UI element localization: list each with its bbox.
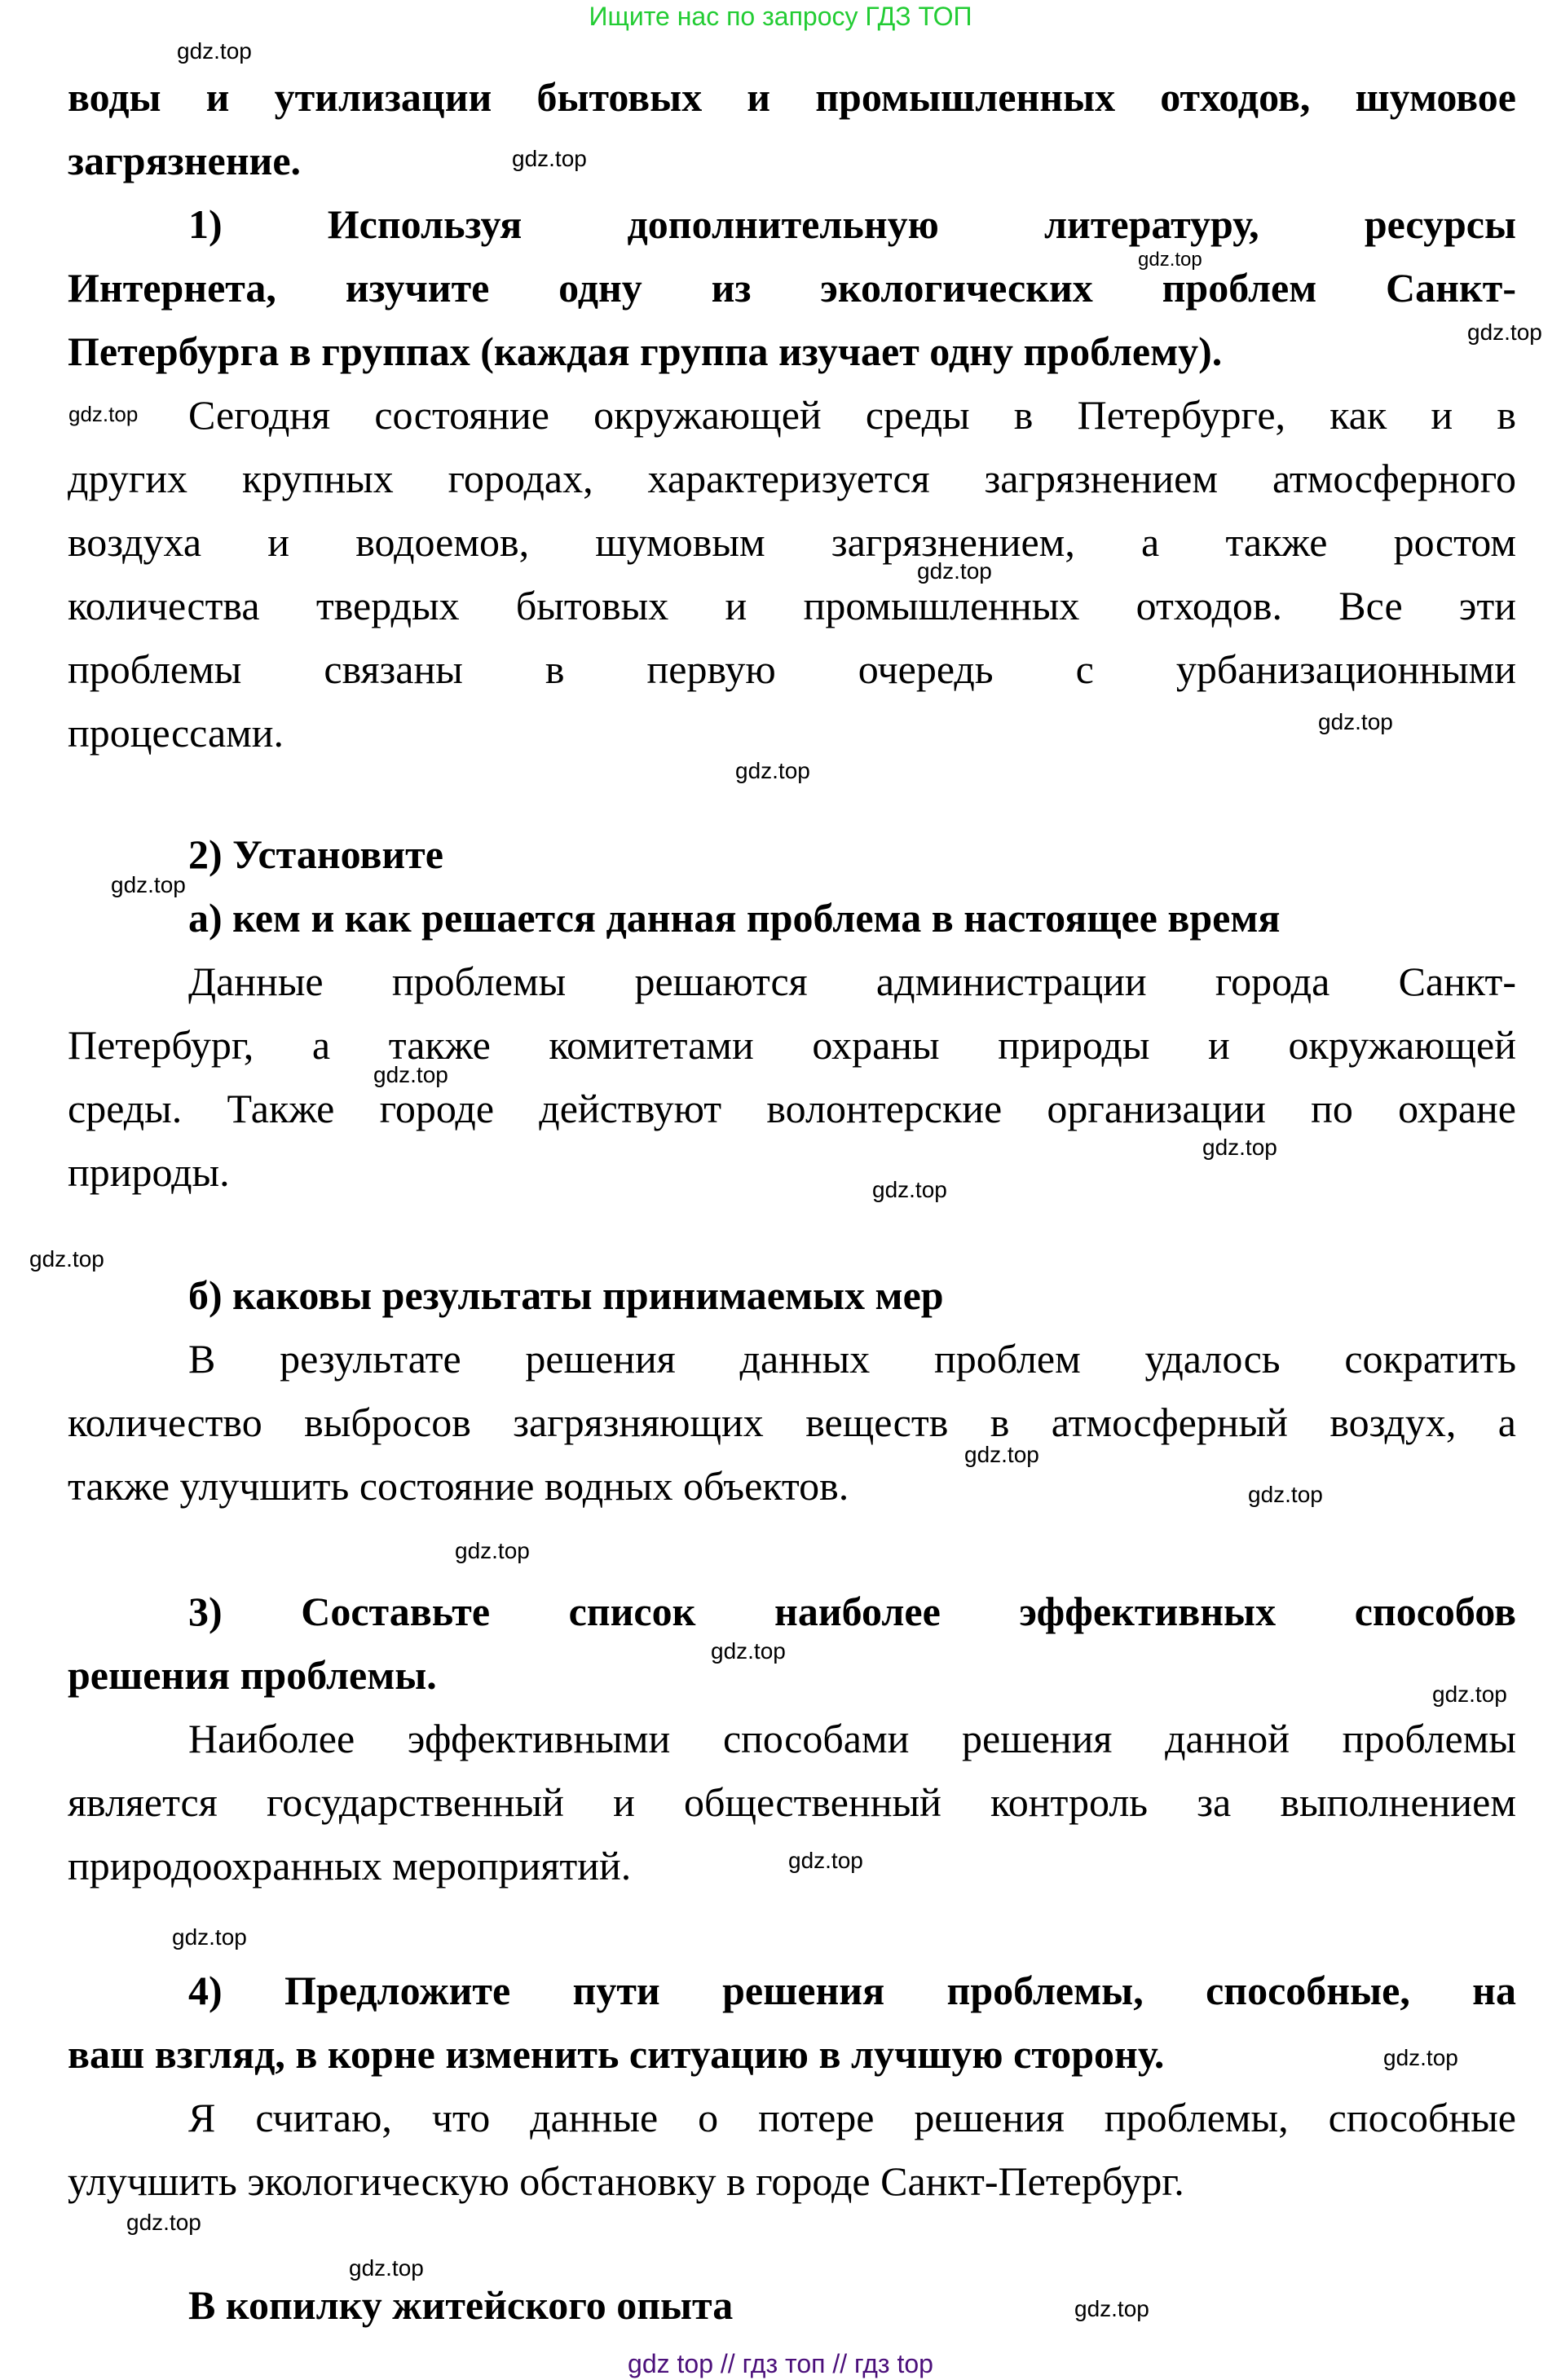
task-1-heading: 1) Используя дополнительную литературу, ресурсы	[188, 201, 1516, 247]
answer-3-text: Наиболее эффективными способами решения данной проблемы	[188, 1716, 1516, 1761]
watermark: gdz.top	[1467, 320, 1542, 345]
watermark: gdz.top	[964, 1442, 1039, 1467]
answer-2a-text: среды. Также городе действуют волонтерские организации по охране	[68, 1086, 1516, 1131]
task-3-heading: решения проблемы.	[68, 1652, 437, 1698]
answer-1-text: проблемы связаны в первую очередь с урбанизационными	[68, 646, 1516, 692]
watermark: gdz.top	[1074, 2296, 1149, 2321]
watermark: gdz.top	[68, 402, 139, 426]
answer-1-text: других крупных городах, характеризуется загрязнением атмосферного	[68, 456, 1516, 501]
watermark: gdz.top	[373, 1062, 448, 1087]
search-banner: Ищите нас по запросу ГДЗ ТОП	[589, 2, 972, 31]
answer-3-text: природоохранных мероприятий.	[68, 1843, 632, 1889]
task-4-heading: ваш взгляд, в корне изменить ситуацию в лучшую сторону.	[68, 2031, 1165, 2077]
footer-links: gdz top // гдз топ // гдз top	[628, 2349, 933, 2378]
watermark: gdz.top	[711, 1638, 786, 1664]
answer-2b-text: количество выбросов загрязняющих веществ в атмосферный воздух, а	[68, 1399, 1516, 1445]
answer-3-text: является государственный и общественный контроль за выполнением	[68, 1779, 1516, 1825]
watermark: gdz.top	[735, 758, 810, 783]
watermark: gdz.top	[455, 1538, 530, 1563]
watermark: gdz.top	[1248, 1482, 1323, 1507]
task-1-heading: Петербурга в группах (каждая группа изучает одну проблему).	[68, 328, 1223, 374]
watermark: gdz.top	[177, 38, 252, 64]
task-2-heading: 2) Установите	[188, 831, 443, 877]
watermark: gdz.top	[512, 146, 587, 171]
answer-2b-text: также улучшить состояние водных объектов.	[68, 1463, 849, 1509]
task-3-heading: 3) Составьте список наиболее эффективных способов	[188, 1589, 1516, 1634]
answer-2a-text: природы.	[68, 1149, 230, 1195]
watermark: gdz.top	[29, 1246, 104, 1272]
text-line: загрязнение.	[68, 138, 302, 183]
text-line: воды и утилизации бытовых и промышленных отходов, шумовое	[68, 74, 1516, 120]
section-heading: В копилку житейского опыта	[188, 2282, 734, 2328]
answer-2b-text: В результате решения данных проблем удалось сократить	[188, 1336, 1516, 1382]
answer-1-text: процессами.	[68, 710, 284, 756]
watermark: gdz.top	[917, 558, 992, 584]
answer-2a-text: Данные проблемы решаются администрации города Санкт-	[188, 959, 1516, 1004]
answer-4-text: Я считаю, что данные о потере решения проблемы, способные	[188, 2095, 1516, 2140]
watermark: gdz.top	[1432, 1681, 1507, 1707]
answer-4-text: улучшить экологическую обстановку в городе Санкт-Петербург.	[68, 2158, 1184, 2204]
watermark: gdz.top	[1202, 1135, 1277, 1160]
watermark: gdz.top	[1383, 2045, 1458, 2070]
watermark: gdz.top	[349, 2255, 424, 2281]
task-2b-heading: б) каковы результаты принимаемых мер	[188, 1272, 944, 1318]
watermark: gdz.top	[872, 1177, 947, 1202]
answer-1-text: количества твердых бытовых и промышленных отходов. Все эти	[68, 583, 1516, 628]
watermark: gdz.top	[1318, 709, 1393, 734]
answer-1-text: воздуха и водоемов, шумовым загрязнением, а также ростом	[68, 519, 1516, 565]
task-1-heading: Интернета, изучите одну из экологических проблем Санкт-	[68, 265, 1516, 311]
task-4-heading: 4) Предложите пути решения проблемы, способные, на	[188, 1968, 1516, 2013]
answer-1-text: Сегодня состояние окружающей среды в Петербурге, как и в	[188, 392, 1516, 438]
answer-2a-text: Петербург, а также комитетами охраны природы и окружающей	[68, 1022, 1516, 1068]
watermark: gdz.top	[1138, 249, 1202, 271]
watermark: gdz.top	[126, 2210, 201, 2235]
task-2a-heading: а) кем и как решается данная проблема в настоящее время	[188, 895, 1281, 941]
watermark: gdz.top	[111, 872, 186, 897]
watermark: gdz.top	[788, 1848, 863, 1873]
watermark: gdz.top	[172, 1924, 247, 1950]
